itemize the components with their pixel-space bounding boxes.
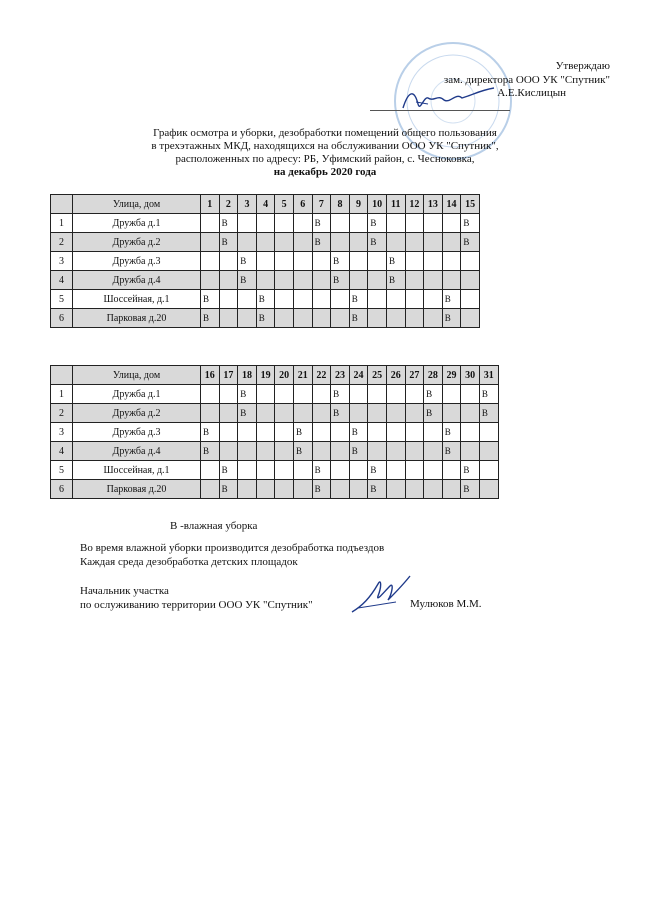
- schedule-mark-cell: [331, 442, 350, 461]
- schedule-mark-cell: В: [479, 404, 498, 423]
- header-day-cell: 17: [219, 366, 238, 385]
- schedule-mark-cell: [405, 233, 424, 252]
- table-row: [51, 309, 480, 328]
- schedule-mark-cell: [368, 290, 387, 309]
- schedule-mark-cell: [312, 252, 331, 271]
- table-row: [51, 442, 499, 461]
- schedule-mark-cell: [424, 423, 443, 442]
- schedule-mark-cell: [405, 290, 424, 309]
- schedule-mark-cell: [219, 309, 238, 328]
- schedule-mark-cell: В: [219, 461, 238, 480]
- schedule-mark-cell: [219, 442, 238, 461]
- schedule-mark-cell: [331, 309, 350, 328]
- schedule-mark-cell: [275, 404, 294, 423]
- schedule-mark-cell: [424, 252, 443, 271]
- header-day-cell: 4: [256, 195, 275, 214]
- notes: [80, 541, 384, 569]
- header-num-cell: [51, 195, 73, 214]
- street-cell: Дружба д.3: [73, 252, 201, 271]
- schedule-mark-cell: [275, 233, 294, 252]
- schedule-mark-cell: В: [312, 461, 331, 480]
- table-row: [51, 290, 480, 309]
- schedule-mark-cell: [201, 271, 220, 290]
- schedule-mark-cell: [405, 214, 424, 233]
- row-number-cell: 4: [51, 442, 73, 461]
- table-row: [51, 252, 480, 271]
- schedule-mark-cell: [368, 252, 387, 271]
- schedule-mark-cell: [275, 461, 294, 480]
- schedule-mark-cell: [349, 461, 368, 480]
- street-cell: Шоссейная, д.1: [73, 461, 201, 480]
- schedule-mark-cell: [424, 461, 443, 480]
- schedule-mark-cell: В: [293, 442, 312, 461]
- schedule-mark-cell: [461, 423, 480, 442]
- note-line1: Во время влажной уборки производится дезобработка подъездов: [80, 542, 385, 554]
- row-number-cell: 2: [51, 233, 73, 252]
- schedule-mark-cell: [201, 233, 220, 252]
- header-day-cell: 29: [442, 366, 461, 385]
- header-day-cell: 27: [405, 366, 424, 385]
- schedule-mark-cell: [461, 271, 480, 290]
- schedule-mark-cell: В: [461, 480, 480, 499]
- header-day-cell: 6: [293, 195, 312, 214]
- header-day-cell: 9: [349, 195, 368, 214]
- schedule-mark-cell: [293, 214, 312, 233]
- header-day-cell: 16: [201, 366, 220, 385]
- schedule-mark-cell: [238, 442, 257, 461]
- schedule-mark-cell: В: [349, 309, 368, 328]
- row-number-cell: 3: [51, 252, 73, 271]
- schedule-mark-cell: [349, 480, 368, 499]
- street-cell: Дружба д.2: [73, 404, 201, 423]
- header-day-cell: 3: [238, 195, 257, 214]
- schedule-mark-cell: [368, 271, 387, 290]
- header-day-cell: 18: [238, 366, 257, 385]
- schedule-mark-cell: [331, 290, 350, 309]
- schedule-mark-cell: [201, 480, 220, 499]
- schedule-mark-cell: [256, 233, 275, 252]
- schedule-mark-cell: [386, 461, 405, 480]
- schedule-mark-cell: [386, 214, 405, 233]
- street-cell: Шоссейная, д.1: [73, 290, 201, 309]
- schedule-mark-cell: В: [386, 252, 405, 271]
- schedule-mark-cell: В: [442, 423, 461, 442]
- schedule-mark-cell: [442, 271, 461, 290]
- street-cell: Дружба д.1: [73, 214, 201, 233]
- schedule-mark-cell: [386, 423, 405, 442]
- row-number-cell: 1: [51, 214, 73, 233]
- schedule-mark-cell: [461, 252, 480, 271]
- schedule-mark-cell: [442, 461, 461, 480]
- schedule-mark-cell: В: [219, 214, 238, 233]
- schedule-mark-cell: В: [349, 423, 368, 442]
- schedule-mark-cell: [442, 404, 461, 423]
- schedule-mark-cell: [275, 480, 294, 499]
- schedule-mark-cell: [442, 480, 461, 499]
- schedule-mark-cell: [312, 442, 331, 461]
- schedule-mark-cell: [479, 480, 498, 499]
- schedule-mark-cell: [256, 461, 275, 480]
- schedule-mark-cell: В: [424, 385, 443, 404]
- approval-signature-line: [370, 110, 510, 111]
- schedule-mark-cell: [275, 252, 294, 271]
- schedule-mark-cell: В: [386, 271, 405, 290]
- header-day-cell: 10: [368, 195, 387, 214]
- title-line1: График осмотра и уборки, дезобработки помещений общего пользования: [153, 127, 497, 139]
- schedule-mark-cell: [293, 290, 312, 309]
- row-number-cell: 4: [51, 271, 73, 290]
- schedule-mark-cell: [238, 461, 257, 480]
- header-street-cell: Улица, дом: [73, 366, 201, 385]
- table-header-row: [51, 195, 480, 214]
- table-row: [51, 233, 480, 252]
- row-number-cell: 1: [51, 385, 73, 404]
- schedule-mark-cell: [405, 385, 424, 404]
- schedule-mark-cell: [461, 385, 480, 404]
- street-cell: Дружба д.1: [73, 385, 201, 404]
- schedule-mark-cell: [201, 214, 220, 233]
- header-day-cell: 2: [219, 195, 238, 214]
- header-day-cell: 15: [461, 195, 480, 214]
- schedule-mark-cell: В: [442, 442, 461, 461]
- schedule-mark-cell: В: [331, 271, 350, 290]
- schedule-mark-cell: В: [219, 480, 238, 499]
- schedule-table-days-16-31: [50, 365, 499, 499]
- schedule-mark-cell: [201, 461, 220, 480]
- schedule-table-days-1-15: [50, 194, 480, 328]
- schedule-mark-cell: [275, 271, 294, 290]
- header-day-cell: 1: [201, 195, 220, 214]
- schedule-mark-cell: [405, 442, 424, 461]
- title-line2: в трехэтажных МКД, находящихся на обслуживании ООО УК "Спутник",: [151, 140, 499, 152]
- schedule-mark-cell: [368, 385, 387, 404]
- schedule-mark-cell: [331, 214, 350, 233]
- schedule-mark-cell: [256, 423, 275, 442]
- schedule-mark-cell: [331, 423, 350, 442]
- schedule-mark-cell: В: [368, 233, 387, 252]
- schedule-mark-cell: [293, 252, 312, 271]
- schedule-mark-cell: [386, 480, 405, 499]
- schedule-mark-cell: [349, 404, 368, 423]
- schedule-mark-cell: [256, 385, 275, 404]
- schedule-mark-cell: [424, 309, 443, 328]
- table-row: [51, 271, 480, 290]
- schedule-mark-cell: [442, 214, 461, 233]
- schedule-mark-cell: [256, 271, 275, 290]
- header-day-cell: 26: [386, 366, 405, 385]
- schedule-mark-cell: [256, 442, 275, 461]
- schedule-mark-cell: [312, 271, 331, 290]
- schedule-mark-cell: [256, 404, 275, 423]
- schedule-mark-cell: В: [349, 442, 368, 461]
- table-header-row: [51, 366, 499, 385]
- schedule-mark-cell: [442, 233, 461, 252]
- signoff-line2: по ослуживанию территории ООО УК "Спутник": [80, 599, 313, 611]
- note-line2: Каждая среда дезобработка детских площадок: [80, 556, 298, 568]
- schedule-mark-cell: [312, 309, 331, 328]
- header-num-cell: [51, 366, 73, 385]
- schedule-mark-cell: [405, 309, 424, 328]
- schedule-mark-cell: [479, 423, 498, 442]
- schedule-mark-cell: [238, 214, 257, 233]
- schedule-mark-cell: В: [201, 290, 220, 309]
- schedule-mark-cell: [424, 442, 443, 461]
- schedule-mark-cell: [293, 309, 312, 328]
- schedule-mark-cell: [368, 442, 387, 461]
- schedule-mark-cell: [386, 404, 405, 423]
- schedule-mark-cell: [479, 442, 498, 461]
- document-title: [90, 127, 560, 179]
- header-day-cell: 14: [442, 195, 461, 214]
- manager-signature: [348, 572, 418, 618]
- schedule-mark-cell: В: [461, 461, 480, 480]
- schedule-mark-cell: [405, 461, 424, 480]
- schedule-mark-cell: [293, 233, 312, 252]
- street-cell: Дружба д.2: [73, 233, 201, 252]
- signoff-block: [80, 584, 313, 612]
- header-day-cell: 19: [256, 366, 275, 385]
- schedule-mark-cell: В: [256, 290, 275, 309]
- schedule-mark-cell: [219, 404, 238, 423]
- schedule-mark-cell: [349, 252, 368, 271]
- schedule-mark-cell: [219, 423, 238, 442]
- schedule-mark-cell: В: [312, 214, 331, 233]
- schedule-mark-cell: [349, 233, 368, 252]
- schedule-mark-cell: [219, 290, 238, 309]
- schedule-mark-cell: [312, 423, 331, 442]
- schedule-mark-cell: В: [424, 404, 443, 423]
- schedule-mark-cell: В: [461, 214, 480, 233]
- schedule-mark-cell: [405, 252, 424, 271]
- schedule-mark-cell: [368, 423, 387, 442]
- schedule-mark-cell: [275, 214, 294, 233]
- schedule-mark-cell: В: [238, 404, 257, 423]
- row-number-cell: 3: [51, 423, 73, 442]
- row-number-cell: 5: [51, 290, 73, 309]
- schedule-mark-cell: [349, 385, 368, 404]
- schedule-mark-cell: [461, 309, 480, 328]
- schedule-mark-cell: [238, 233, 257, 252]
- schedule-mark-cell: В: [479, 385, 498, 404]
- schedule-mark-cell: [386, 385, 405, 404]
- header-day-cell: 8: [331, 195, 350, 214]
- schedule-mark-cell: [405, 271, 424, 290]
- schedule-mark-cell: В: [256, 309, 275, 328]
- row-number-cell: 2: [51, 404, 73, 423]
- schedule-mark-cell: [424, 271, 443, 290]
- schedule-mark-cell: [442, 252, 461, 271]
- schedule-mark-cell: [256, 252, 275, 271]
- table-row: [51, 404, 499, 423]
- schedule-mark-cell: [331, 233, 350, 252]
- schedule-mark-cell: [256, 480, 275, 499]
- schedule-mark-cell: В: [368, 461, 387, 480]
- header-day-cell: 28: [424, 366, 443, 385]
- table-row: [51, 385, 499, 404]
- schedule-mark-cell: [201, 385, 220, 404]
- schedule-mark-cell: [349, 271, 368, 290]
- schedule-mark-cell: [461, 404, 480, 423]
- header-day-cell: 5: [275, 195, 294, 214]
- schedule-mark-cell: [238, 290, 257, 309]
- schedule-mark-cell: [219, 252, 238, 271]
- title-line4: на декабрь 2020 года: [273, 166, 377, 178]
- schedule-mark-cell: [293, 461, 312, 480]
- header-day-cell: 23: [331, 366, 350, 385]
- schedule-mark-cell: [405, 423, 424, 442]
- schedule-mark-cell: [219, 271, 238, 290]
- schedule-mark-cell: [386, 442, 405, 461]
- schedule-mark-cell: В: [201, 423, 220, 442]
- row-number-cell: 5: [51, 461, 73, 480]
- signoff-name: Мулюков М.М.: [410, 598, 482, 610]
- schedule-mark-cell: [312, 385, 331, 404]
- schedule-mark-cell: В: [349, 290, 368, 309]
- schedule-mark-cell: В: [238, 252, 257, 271]
- schedule-mark-cell: В: [331, 385, 350, 404]
- schedule-mark-cell: В: [461, 233, 480, 252]
- header-day-cell: 20: [275, 366, 294, 385]
- schedule-mark-cell: [368, 404, 387, 423]
- schedule-mark-cell: [219, 385, 238, 404]
- street-cell: Парковая д.20: [73, 309, 201, 328]
- schedule-mark-cell: [293, 271, 312, 290]
- header-day-cell: 21: [293, 366, 312, 385]
- header-day-cell: 12: [405, 195, 424, 214]
- schedule-mark-cell: В: [442, 309, 461, 328]
- street-cell: Дружба д.3: [73, 423, 201, 442]
- row-number-cell: 6: [51, 309, 73, 328]
- schedule-mark-cell: [331, 480, 350, 499]
- approval-line2: зам. директора ООО УК "Спутник": [443, 73, 610, 86]
- schedule-mark-cell: [331, 461, 350, 480]
- schedule-mark-cell: [256, 214, 275, 233]
- schedule-mark-cell: В: [442, 290, 461, 309]
- schedule-mark-cell: В: [368, 480, 387, 499]
- schedule-mark-cell: [386, 233, 405, 252]
- approval-line1: Утверждаю: [555, 60, 610, 72]
- schedule-mark-cell: [201, 252, 220, 271]
- schedule-mark-cell: В: [238, 271, 257, 290]
- street-cell: Парковая д.20: [73, 480, 201, 499]
- schedule-mark-cell: [312, 404, 331, 423]
- schedule-mark-cell: В: [312, 233, 331, 252]
- header-day-cell: 22: [312, 366, 331, 385]
- header-day-cell: 25: [368, 366, 387, 385]
- table-row: [51, 214, 480, 233]
- schedule-mark-cell: [405, 480, 424, 499]
- header-day-cell: 13: [424, 195, 443, 214]
- schedule-mark-cell: [238, 480, 257, 499]
- street-cell: Дружба д.4: [73, 442, 201, 461]
- schedule-mark-cell: [312, 290, 331, 309]
- table-row: [51, 461, 499, 480]
- header-day-cell: 30: [461, 366, 480, 385]
- schedule-mark-cell: [461, 290, 480, 309]
- schedule-mark-cell: В: [293, 423, 312, 442]
- schedule-mark-cell: [386, 309, 405, 328]
- schedule-mark-cell: [275, 309, 294, 328]
- schedule-mark-cell: В: [219, 233, 238, 252]
- schedule-mark-cell: [479, 461, 498, 480]
- schedule-mark-cell: В: [368, 214, 387, 233]
- schedule-mark-cell: В: [331, 252, 350, 271]
- schedule-mark-cell: [293, 480, 312, 499]
- schedule-mark-cell: В: [201, 309, 220, 328]
- schedule-mark-cell: [275, 423, 294, 442]
- header-day-cell: 7: [312, 195, 331, 214]
- signoff-line1: Начальник участка: [80, 585, 169, 597]
- schedule-mark-cell: [275, 290, 294, 309]
- schedule-mark-cell: [293, 385, 312, 404]
- table-row: [51, 480, 499, 499]
- schedule-mark-cell: [349, 214, 368, 233]
- schedule-mark-cell: [238, 423, 257, 442]
- schedule-mark-cell: В: [238, 385, 257, 404]
- approval-line3: А.Е.Кислицын: [497, 87, 566, 99]
- schedule-mark-cell: В: [331, 404, 350, 423]
- schedule-mark-cell: [424, 233, 443, 252]
- schedule-mark-cell: [275, 442, 294, 461]
- schedule-mark-cell: [293, 404, 312, 423]
- header-day-cell: 24: [349, 366, 368, 385]
- schedule-mark-cell: [201, 404, 220, 423]
- schedule-mark-cell: [424, 214, 443, 233]
- table-row: [51, 423, 499, 442]
- schedule-mark-cell: В: [201, 442, 220, 461]
- schedule-mark-cell: [461, 442, 480, 461]
- header-day-cell: 31: [479, 366, 498, 385]
- street-cell: Дружба д.4: [73, 271, 201, 290]
- schedule-mark-cell: [442, 385, 461, 404]
- legend: В -влажная уборка: [170, 520, 258, 532]
- schedule-mark-cell: [386, 290, 405, 309]
- schedule-mark-cell: [424, 290, 443, 309]
- row-number-cell: 6: [51, 480, 73, 499]
- schedule-mark-cell: [424, 480, 443, 499]
- header-day-cell: 11: [386, 195, 405, 214]
- schedule-mark-cell: [275, 385, 294, 404]
- schedule-mark-cell: [368, 309, 387, 328]
- schedule-mark-cell: В: [312, 480, 331, 499]
- header-street-cell: Улица, дом: [73, 195, 201, 214]
- schedule-mark-cell: [238, 309, 257, 328]
- schedule-mark-cell: [405, 404, 424, 423]
- title-line3: расположенных по адресу: РБ, Уфимский район, с. Чесноковка,: [175, 153, 475, 165]
